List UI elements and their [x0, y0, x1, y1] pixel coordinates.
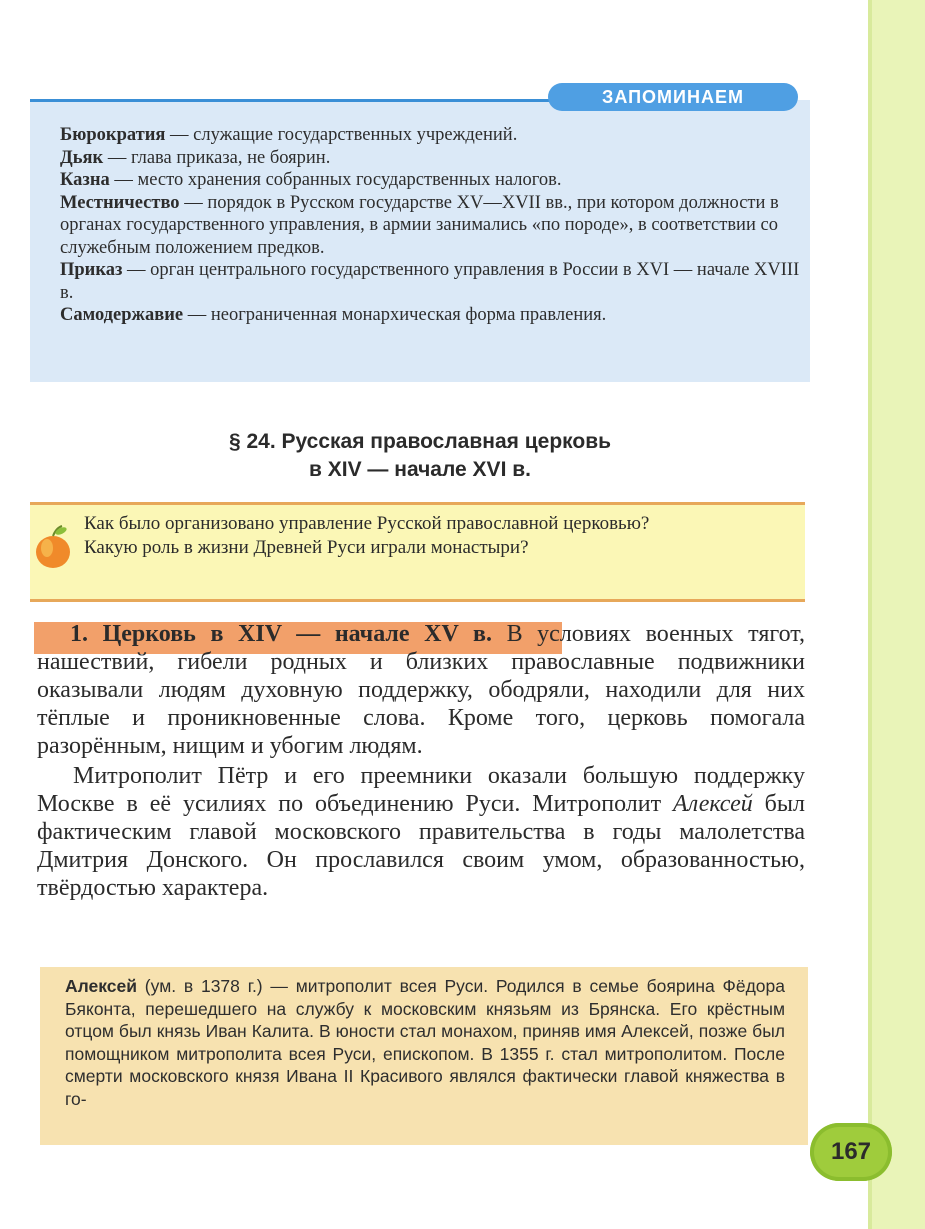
person-name: Алексей: [673, 791, 753, 817]
glossary-term: Казна: [60, 170, 110, 190]
subsection-heading: 1. Церковь в XIV — начале XV в.: [70, 621, 492, 647]
glossary-top-line: [30, 99, 570, 102]
section-title-line2: в XIV — начале XVI в.: [309, 458, 531, 481]
paragraph-1-text: В условиях военных тягот, нашествий, гибели родных и близких православные подвижники оказывали людям духовную поддержку, ободряли, находили для них тёплые и проникновенные слова. Кроме того, церковь помогала разорённым, нищим и убогим людям.: [37, 621, 805, 759]
glossary-term: Бюрократия: [60, 125, 166, 145]
glossary-badge: ЗАПОМИНАЕМ: [548, 83, 798, 111]
glossary-term: Дьяк: [60, 147, 104, 168]
section-title: [120, 428, 720, 484]
glossary-definition: — неограниченная монархическая форма правления.: [183, 305, 607, 325]
paragraph-1: [37, 620, 805, 760]
glossary-term: Местничество: [60, 192, 180, 213]
glossary-item: [60, 304, 805, 327]
glossary-item: [60, 192, 805, 260]
glossary-item: [60, 169, 805, 192]
glossary-definition: — служащие государственных учреждений.: [165, 125, 518, 145]
apple-icon: [34, 522, 72, 570]
question-item: Какую роль в жизни Древней Руси играли монастыри?: [84, 537, 529, 558]
section-title-line1: § 24. Русская православная церковь: [228, 430, 612, 453]
glossary-definition: — место хранения собранных государственных налогов.: [109, 170, 562, 190]
questions-text: [84, 512, 799, 560]
glossary-definition: — порядок в Русском государстве XV—XVII вв., при котором должности в органах государственного управления, в армии занимались «по породе», в соответствии со служебным положением предков.: [60, 192, 779, 258]
paragraph-2: [37, 762, 805, 902]
glossary-item: [60, 124, 805, 147]
paragraph-2-text-a: Митрополит Пётр и его преемники оказали большую поддержку Москве в её усилиях по объединению Руси. Митрополит: [37, 763, 805, 817]
question-item: Как было организовано управление Русской православной церковью?: [84, 513, 650, 534]
glossary-item: [60, 259, 805, 304]
glossary-term: Самодержавие: [60, 305, 184, 325]
paragraph-2-text-b: был фактическим главой московского правительства в годы малолетства Дмитрия Донского. Он прославился своим умом, образованностью, твёрдостью характера.: [37, 791, 805, 901]
glossary-list: [60, 124, 805, 327]
page-number: 167: [810, 1123, 892, 1181]
biography-name: Алексей: [65, 976, 138, 996]
main-text: [37, 620, 805, 902]
glossary-definition: — орган центрального государственного управления в России в XVI — начале XVIII в.: [60, 260, 800, 303]
biography-text: [65, 975, 785, 1110]
glossary-item: [60, 147, 805, 170]
right-margin-strip: [872, 0, 925, 1229]
glossary-definition: — глава приказа, не боярин.: [103, 147, 331, 168]
biography-body: (ум. в 1378 г.) — митрополит всея Руси. Родился в семье боярина Фёдора Бяконта, перешедшего на службу к московским князьям из Брянска. Его крёстным отцом был князь Иван Калита. В юности стал монахом, приняв имя Алексей, позже был помощником митрополита всея Руси, епископом. В 1355 г. стал митрополитом. После смерти московского князя Ивана II Красивого являлся фактически главой княжества в го-: [65, 976, 785, 1109]
glossary-term: Приказ: [60, 260, 123, 280]
